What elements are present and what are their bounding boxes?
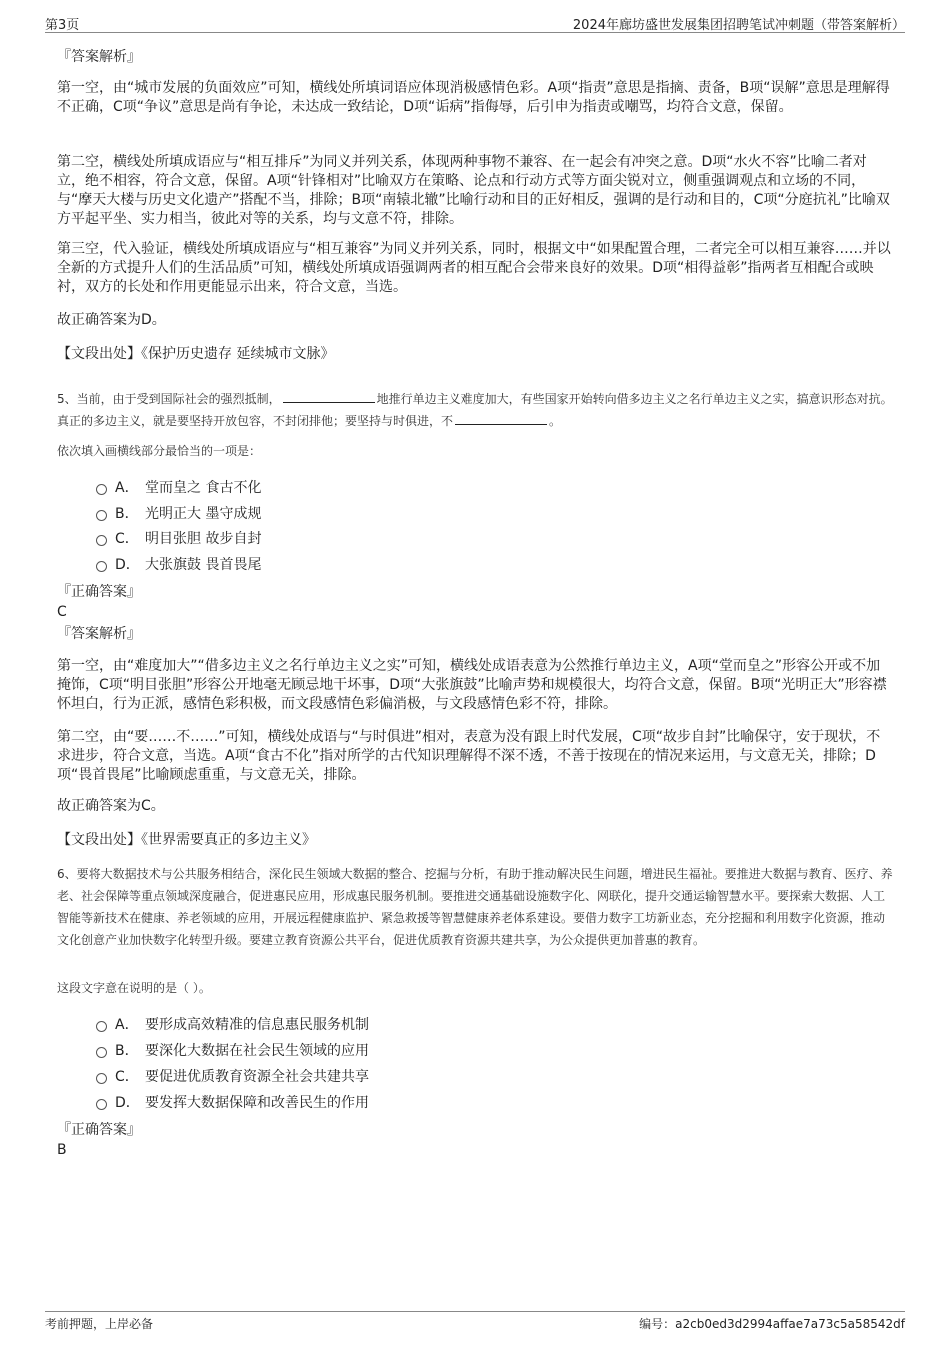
blank-line [283, 390, 375, 403]
q6-option-a[interactable]: A． 要形成高效精准的信息惠民服务机制 [96, 1015, 369, 1035]
q5-answer: C [57, 604, 67, 620]
radio-button[interactable] [96, 1099, 107, 1110]
q4-analysis-para3: 第三空，代入验证，横线处所填成语应与“相互兼容”为同义并列关系，同时，根据文中“如果配置合理，二者完全可以相互兼容……并以全新的方式提升人们的生活品质”可知，横线处所填成语强调两者的相互配合会带来良好的效果。D项“相得益彰”指两者互相配合或映衬，双方的长处和作用更能显示出来，符合文意，当选。 [57, 241, 891, 295]
page-header [45, 12, 905, 33]
q5-option-c[interactable]: C． 明目张胆 故步自封 [96, 529, 261, 549]
q6-stem: 6、要将大数据技术与公共服务相结合，深化民生领域大数据的整合、挖掘与分析，有助于推动解决民生问题，增进民生福祉。要推进大数据与教育、医疗、养老、社会保障等重点领域深度融合，促进惠民应用，形成惠民服务机制。要推进交通基础设施数字化、网联化，提升交通运输智慧水平。要探索大数据、人工智能等新技术在健康、养老领域的应用，开展远程健康监护、紧急救援等智慧健康养老体系建设。要借力数字工坊新业态，充分挖掘和利用数字化资源，推动文化创意产业加快数字化转型升级。要建立教育资源公共平台，促进优质教育资源共建共享，为公众提供更加普惠的教育。 [57, 867, 893, 947]
q5-answer-label: 『正确答案』 [57, 584, 141, 600]
q6-option-b[interactable]: B． 要深化大数据在社会民生领域的应用 [96, 1041, 369, 1061]
q6-prompt: 这段文字意在说明的是（ ）。 [57, 981, 211, 995]
q5-option-b[interactable]: B． 光明正大 墨守成规 [96, 504, 261, 524]
page-footer [45, 1311, 905, 1332]
q4-source: 【文段出处】《保护历史遗存 延续城市文脉》 [57, 346, 335, 362]
footer-slogan: 考前押题，上岸必备 [45, 1317, 154, 1331]
q4-analysis-para1: 第一空，由“城市发展的负面效应”可知，横线处所填词语应体现消极感情色彩。A项“指责”意思是指摘、责备，B项“误解”意思是理解得不正确，C项“争议”意思是尚有争论，未达成一致结论，D项“诟病”指侮辱，后引申为指责或嘲骂，均符合文意，保留。 [57, 80, 890, 115]
radio-button[interactable] [96, 535, 107, 546]
q6-option-c[interactable]: C． 要促进优质教育资源全社会共建共享 [96, 1067, 369, 1087]
q6-answer: B [57, 1142, 67, 1158]
q5-stem-part1: 5、当前，由于受到国际社会的强烈抵制， [57, 392, 281, 406]
document-code: 编号：a2cb0ed3d2994affae7a73c5a58542df [639, 1317, 905, 1331]
q5-stem-end: 。 [549, 414, 562, 428]
page-number: 第3页 [45, 18, 80, 33]
q4-conclusion: 故正确答案为D。 [57, 312, 166, 328]
q4-analysis-label: 『答案解析』 [57, 49, 141, 65]
q5-conclusion: 故正确答案为C。 [57, 798, 165, 814]
q6-answer-label: 『正确答案』 [57, 1122, 141, 1138]
document-title: 2024年廊坊盛世发展集团招聘笔试冲刺题（带答案解析） [572, 18, 905, 33]
q5-analysis-label: 『答案解析』 [57, 626, 141, 642]
q4-analysis-para2: 第二空，横线处所填成语应与“相互排斥”为同义并列关系，体现两种事物不兼容、在一起会有冲突之意。D项“水火不容”比喻二者对立，绝不相容，符合文意，保留。A项“针锋相对”比喻双方在策略、论点和行动方式等方面尖锐对立，侧重强调观点和立场的不同，与“摩天大楼与历史文化遗产”搭配不当，排除；B项“南辕北辙”比喻行动和目的正好相反，强调的是行动和目的，C项“分庭抗礼”比喻双方平起平坐、实力相当，彼此对等的关系，均与文意不符，排除。 [57, 154, 890, 227]
q5-analysis-para2: 第二空，由“要……不……”可知，横线处成语与“与时俱进”相对，表意为没有跟上时代发展，C项“故步自封”比喻保守，安于现状，不求进步，符合文意，当选。A项“食古不化”指对所学的古代知识理解得不深不透，不善于按现在的情况来运用，与文意无关，排除；D项“畏首畏尾”比喻顾虑重重，与文意无关，排除。 [57, 729, 881, 783]
radio-button[interactable] [96, 484, 107, 495]
radio-button[interactable] [96, 561, 107, 572]
radio-button[interactable] [96, 1021, 107, 1032]
blank-line [455, 412, 547, 425]
q5-option-d[interactable]: D． 大张旗鼓 畏首畏尾 [96, 555, 261, 575]
q5-stem [57, 388, 893, 432]
q6-option-d[interactable]: D． 要发挥大数据保障和改善民生的作用 [96, 1093, 369, 1113]
radio-button[interactable] [96, 510, 107, 521]
q5-stem-part2: 地推行单边主义难度加大，有些国家开始转向借多边主义之名行单边主义之实，搞意识形态对抗。真正的多边主义，就是要坚持开放包容，不封闭排他；要坚持与时俱进，不 [57, 392, 893, 428]
q5-prompt: 依次填入画横线部分最恰当的一项是： [57, 444, 262, 458]
q5-option-a[interactable]: A． 堂而皇之 食古不化 [96, 478, 261, 498]
radio-button[interactable] [96, 1047, 107, 1058]
q5-analysis-para1: 第一空，由“难度加大”“借多边主义之名行单边主义之实”可知，横线处成语表意为公然推行单边主义，A项“堂而皇之”形容公开或不加掩饰，C项“明目张胆”形容公开地毫无顾忌地干坏事，D项“大张旗鼓”比喻声势和规模很大，均符合文意，保留。B项“光明正大”形容襟怀坦白，行为正派，感情色彩积极，而文段感情色彩偏消极，与文段感情色彩不符，排除。 [57, 658, 887, 712]
radio-button[interactable] [96, 1073, 107, 1084]
q5-source: 【文段出处】《世界需要真正的多边主义》 [57, 832, 316, 848]
